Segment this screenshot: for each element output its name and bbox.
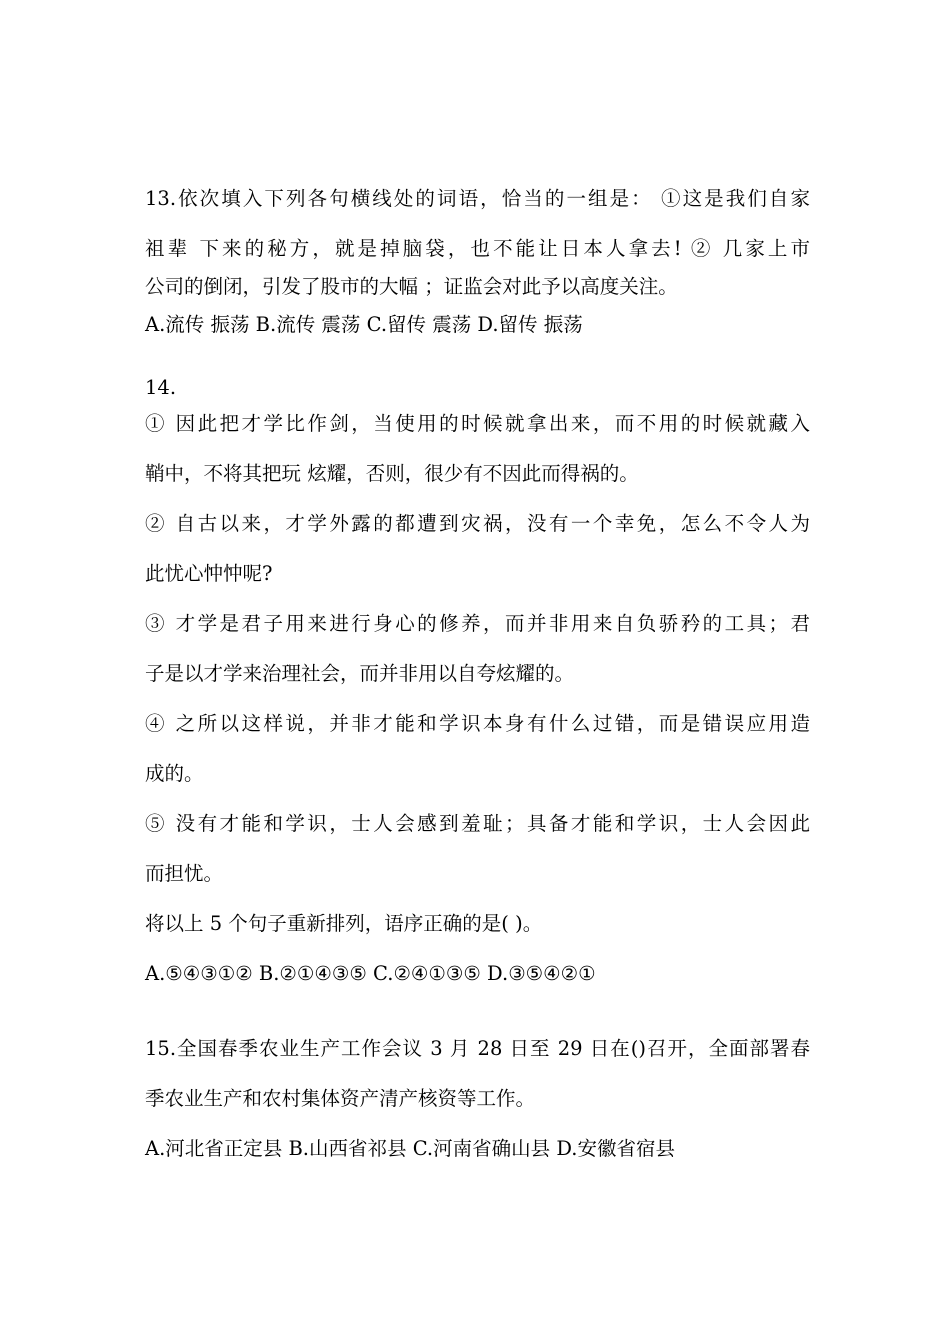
q14-sentence-3-line-1: ③ 才学是君子用来进行身心的修养，而并非用来自负骄矜的工具；君 bbox=[145, 612, 810, 635]
q14-options: A.⑤④③①② B.②①④③⑤ C.②④①③⑤ D.③⑤④②① bbox=[145, 962, 596, 985]
q15-stem-line-2: 季农业生产和农村集体资产清产核资等工作。 bbox=[145, 1087, 536, 1110]
q14-sentence-1-line-2: 鞘中，不将其把玩 炫耀，否则，很少有不因此而得祸的。 bbox=[145, 462, 639, 485]
q15-options: A.河北省正定县 B.山西省祁县 C.河南省确山县 D.安徽省宿县 bbox=[145, 1137, 675, 1160]
q14-sentence-4-line-2: 成的。 bbox=[145, 762, 204, 785]
q14-sentence-5-line-2: 而担忧。 bbox=[145, 862, 224, 885]
q14-sentence-1-line-1: ① 因此把才学比作剑，当使用的时候就拿出来，而不用的时候就藏入 bbox=[145, 412, 810, 435]
q13-stem-line-3: 公司的倒闭，引发了股市的大幅 ；证监会对此予以高度关注。 bbox=[145, 275, 678, 298]
q15-stem-line-1: 15.全国春季农业生产工作会议 3 月 28 日至 29 日在()召开，全面部署春 bbox=[145, 1037, 810, 1060]
q14-sentence-2-line-2: 此忧心忡忡呢? bbox=[145, 562, 273, 585]
q13-stem-line-1: 13.依次填入下列各句横线处的词语，恰当的一组是： ①这是我们自家 bbox=[145, 187, 810, 210]
q13-options: A.流传 振荡 B.流传 震荡 C.留传 震荡 D.留传 振荡 bbox=[145, 313, 583, 336]
q14-sentence-2-line-1: ② 自古以来，才学外露的都遭到灾祸，没有一个幸免，怎么不令人为 bbox=[145, 512, 810, 535]
q14-number: 14. bbox=[145, 376, 177, 399]
q13-stem-line-2: 祖辈 下来的秘方，就是掉脑袋，也不能让日本人拿去! ② 几家上市 bbox=[145, 237, 810, 260]
q14-sentence-5-line-1: ⑤ 没有才能和学识，士人会感到羞耻；具备才能和学识，士人会因此 bbox=[145, 812, 810, 835]
q14-sentence-4-line-1: ④ 之所以这样说，并非才能和学识本身有什么过错，而是错误应用造 bbox=[145, 712, 810, 735]
q14-sentence-3-line-2: 子是以才学来治理社会，而并非用以自夸炫耀的。 bbox=[145, 662, 575, 685]
q14-prompt: 将以上 5 个句子重新排列，语序正确的是( )。 bbox=[145, 912, 543, 935]
